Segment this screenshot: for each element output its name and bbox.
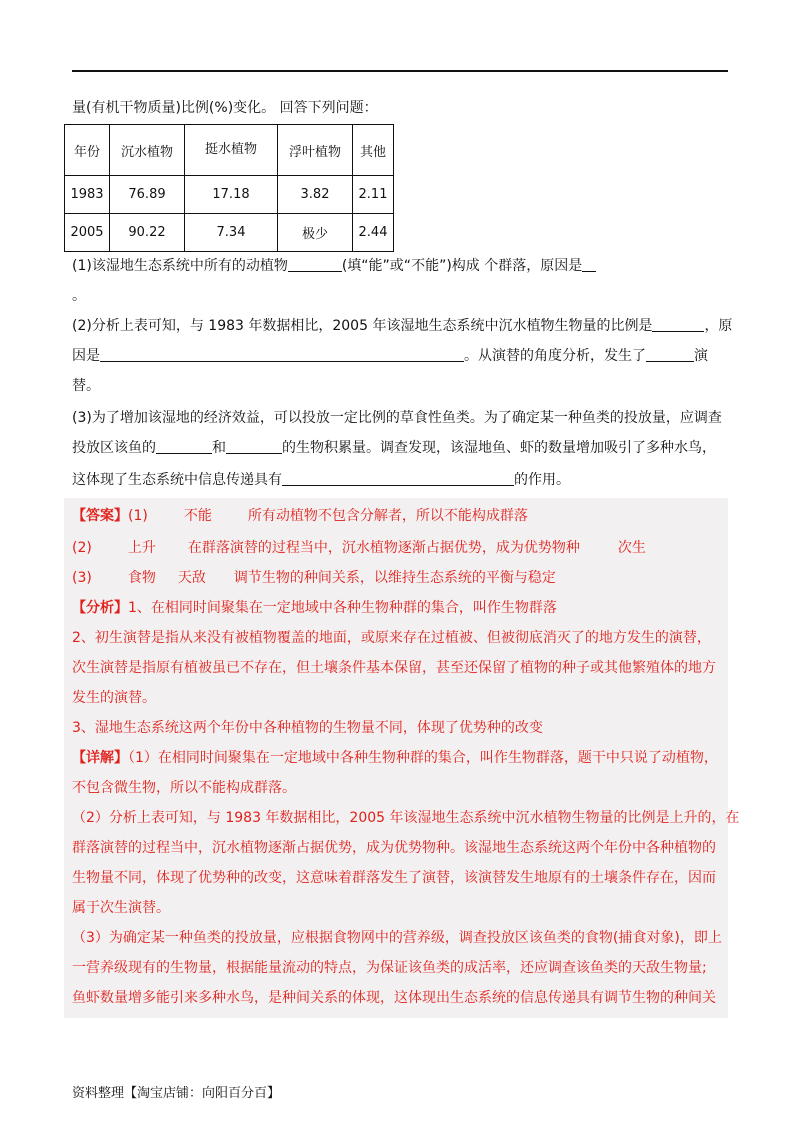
q1-text: (填“能”或“不能”)构成 个群落，原因是 bbox=[341, 258, 583, 274]
answer-line-1 bbox=[72, 506, 728, 526]
answer-value: 次生 bbox=[617, 540, 646, 556]
header-cell: 挺水植物 bbox=[185, 125, 278, 176]
answer-blank bbox=[646, 347, 694, 362]
q3-text: 投放区该鱼的 bbox=[72, 440, 156, 456]
answer-blank bbox=[226, 439, 282, 454]
table-cell: 90.22 bbox=[110, 214, 185, 252]
detail-line-3: （2）分析上表可知，与 1983 年数据相比，2005 年该湿地生态系统中沉水植物生物量的比例是上升的，在 bbox=[72, 810, 740, 826]
q2-end: 替。 bbox=[72, 378, 100, 394]
answer-blank bbox=[288, 257, 342, 272]
answer-value: 调节生物的种间关系，以维持生态系统的平衡与稳定 bbox=[233, 570, 556, 586]
q3-text: 的作用。 bbox=[514, 472, 570, 488]
detail-line-8: 一营养级现有的生物量，根据能量流动的特点，为保证该鱼类的成活率，还应调查该鱼类的天敌生物量; bbox=[72, 960, 707, 976]
question-2-cont bbox=[72, 346, 728, 366]
answer-line-2 bbox=[72, 538, 728, 558]
table-cell: 2.11 bbox=[353, 176, 394, 214]
q2-text: 因是 bbox=[72, 348, 100, 364]
q2-text: 。从演替的角度分析，发生了 bbox=[464, 348, 646, 364]
q1-text: (1)该湿地生态系统中所有的动植物 bbox=[72, 258, 288, 274]
answer-blank bbox=[156, 439, 212, 454]
q2-text: 演 bbox=[694, 348, 708, 364]
detail-line-2: 不包含微生物，所以不能构成群落。 bbox=[72, 780, 296, 796]
answer-tag: 【答案】 bbox=[72, 508, 128, 524]
analysis-text: 1、在相同时间聚集在一定地域中各种生物种群的集合，叫作生物群落 bbox=[128, 600, 557, 616]
answer-value: 在群落演替的过程当中，沉水植物逐渐占据优势，成为优势物种 bbox=[187, 540, 580, 556]
q2-text: ，原 bbox=[704, 318, 733, 334]
table-cell: 7.34 bbox=[185, 214, 278, 252]
header-cell: 年份 bbox=[65, 125, 110, 176]
analysis-line-2: 2、初生演替是指从来没有被植物覆盖的地面，或原来存在过植被、但被彻底消灭了的地方发生的演替， bbox=[72, 630, 711, 646]
answer-value: 上升 bbox=[127, 540, 156, 556]
analysis-line-5: 3、湿地生态系统这两个年份中各种植物的生物量不同，体现了优势种的改变 bbox=[72, 720, 543, 736]
table-header-row bbox=[65, 125, 394, 176]
answer-blank bbox=[100, 347, 464, 362]
question-2 bbox=[72, 316, 733, 336]
detail-line-9: 鱼虾数量增多能引来多种水鸟，是种间关系的体现，这体现出生态系统的信息传递具有调节生物的种间关 bbox=[72, 990, 716, 1006]
answer-num: (2) bbox=[72, 540, 92, 556]
detail-line-5: 生物量不同，体现了优势种的改变，这意味着群落发生了演替，该演替发生地原有的土壤条件存在，因而 bbox=[72, 870, 716, 886]
table-cell: 2.44 bbox=[353, 214, 394, 252]
detail-line-1 bbox=[72, 748, 728, 768]
question-3-end bbox=[72, 470, 728, 490]
answer-num: (1) bbox=[128, 508, 148, 524]
answer-line-3 bbox=[72, 568, 728, 588]
q2-text: (2)分析上表可知，与 1983 年数据相比，2005 年该湿地生态系统中沉水植物生物量的比例是 bbox=[72, 318, 653, 334]
answer-blank bbox=[652, 317, 704, 332]
q3-text: 和 bbox=[212, 440, 226, 456]
question-3: (3)为了增加该湿地的经济效益，可以投放一定比例的草食性鱼类。为了确定某一种鱼类的投放量，应调查 bbox=[72, 410, 722, 426]
table-row bbox=[65, 214, 394, 252]
intro-text: 量(有机干物质量)比例(%)变化。 回答下列问题： bbox=[72, 100, 378, 116]
answer-value: 不能 bbox=[183, 508, 212, 524]
q3-text: 的生物积累量。调查发现，该湿地鱼、虾的数量增加吸引了多种水鸟， bbox=[282, 440, 716, 456]
table-cell: 极少 bbox=[278, 214, 353, 252]
table-cell: 2005 bbox=[65, 214, 110, 252]
table-cell: 3.82 bbox=[278, 176, 353, 214]
detail-tag: 【详解】 bbox=[72, 750, 128, 766]
analysis-line-3: 次生演替是指原有植被虽已不存在，但土壤条件基本保留，甚至还保留了植物的种子或其他繁殖体的地方 bbox=[72, 660, 716, 676]
question-3-cont bbox=[72, 438, 728, 458]
detail-line-7: （3）为确定某一种鱼类的投放量，应根据食物网中的营养级，调查投放区该鱼类的食物(捕食对象)，即上 bbox=[72, 930, 722, 946]
table-row bbox=[65, 176, 394, 214]
q1-end: 。 bbox=[72, 288, 86, 304]
analysis-line-1 bbox=[72, 598, 728, 618]
header-cell: 其他 bbox=[353, 125, 394, 176]
q3-text: 这体现了生态系统中信息传递具有 bbox=[72, 472, 282, 488]
detail-line-4: 群落演替的过程当中，沉水植物逐渐占据优势，成为优势物种。该湿地生态系统这两个年份中各种植物的 bbox=[72, 840, 716, 856]
question-1 bbox=[72, 256, 728, 276]
analysis-line-4: 发生的演替。 bbox=[72, 690, 156, 706]
table-cell: 17.18 bbox=[185, 176, 278, 214]
header-cell: 沉水植物 bbox=[110, 125, 185, 176]
table-cell: 1983 bbox=[65, 176, 110, 214]
header-rule bbox=[72, 70, 728, 72]
footer-text: 资料整理【淘宝店铺：向阳百分百】 bbox=[72, 1086, 281, 1101]
answer-value: 食物 bbox=[127, 570, 156, 586]
answer-blank bbox=[582, 257, 596, 272]
header-cell: 浮叶植物 bbox=[278, 125, 353, 176]
analysis-tag: 【分析】 bbox=[72, 600, 128, 616]
table-cell: 76.89 bbox=[110, 176, 185, 214]
detail-line-6: 属于次生演替。 bbox=[72, 900, 170, 916]
answer-num: (3) bbox=[72, 570, 92, 586]
biomass-table bbox=[64, 124, 394, 252]
answer-value: 天敌 bbox=[177, 570, 206, 586]
answer-blank bbox=[282, 471, 514, 486]
detail-text: （1）在相同时间聚集在一定地域中各种生物种群的集合，叫作生物群落，题干中只说了动植物， bbox=[128, 750, 718, 766]
answer-value: 所有动植物不包含分解者，所以不能构成群落 bbox=[247, 508, 528, 524]
